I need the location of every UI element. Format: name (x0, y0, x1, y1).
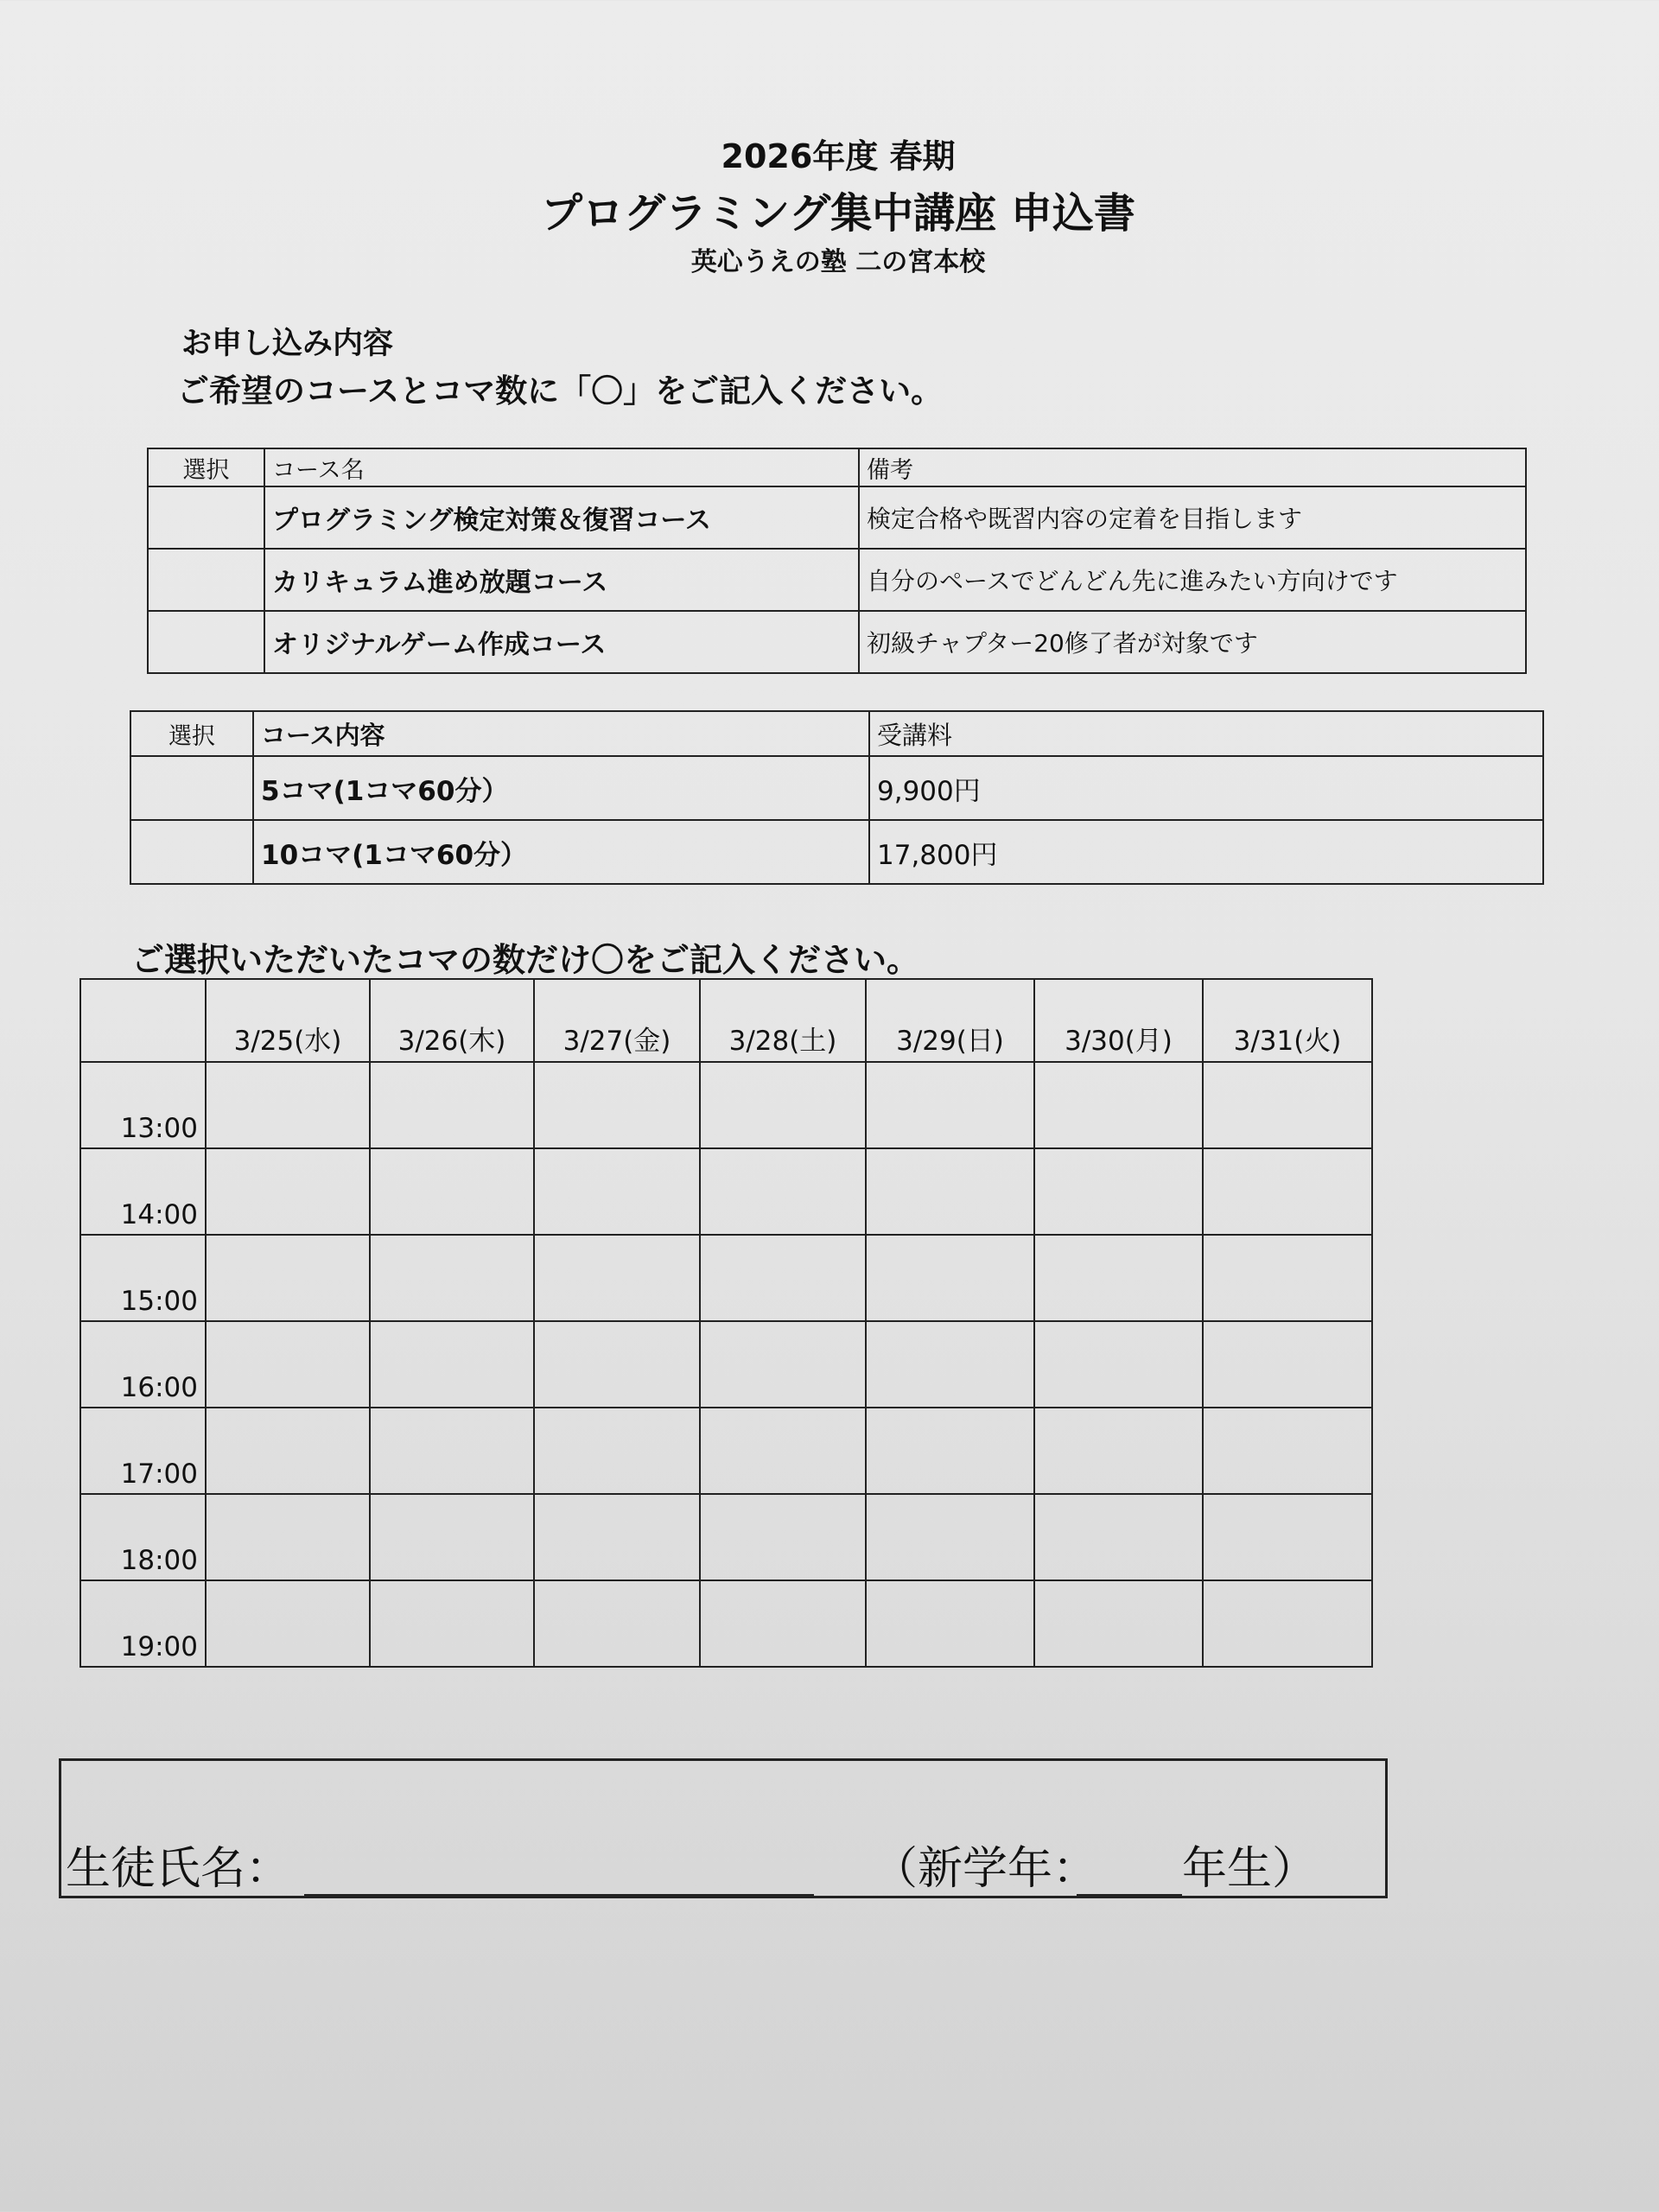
course-table-header (148, 448, 1526, 486)
slot-cell[interactable] (700, 1408, 866, 1494)
slot-cell[interactable] (534, 1408, 700, 1494)
slot-cell[interactable] (1203, 1494, 1372, 1580)
day-header: 3/26(木) (370, 979, 534, 1062)
slot-cell[interactable] (866, 1235, 1034, 1321)
fee-table (130, 710, 1544, 885)
schedule-header-row (80, 979, 1372, 1062)
slot-cell[interactable] (700, 1494, 866, 1580)
course-name-header: コース名 (264, 448, 859, 486)
day-header: 3/30(月) (1034, 979, 1203, 1062)
slot-cell[interactable] (206, 1235, 370, 1321)
slot-cell[interactable] (1203, 1580, 1372, 1667)
slot-cell[interactable] (370, 1580, 534, 1667)
slot-cell[interactable] (1034, 1148, 1203, 1235)
form-title: プログラミング集中講座 申込書 (541, 189, 1135, 238)
schedule-instruction: ご選択いただいたコマの数だけ〇をご記入ください。 (131, 941, 920, 979)
slot-cell[interactable] (700, 1062, 866, 1148)
slot-cell[interactable] (206, 1580, 370, 1667)
slot-cell[interactable] (1203, 1148, 1372, 1235)
slot-cell[interactable] (534, 1580, 700, 1667)
application-instruction: ご希望のコースとコマ数に「〇」をご記入ください。 (177, 372, 944, 410)
student-name-label: 生徒氏名： (66, 1843, 291, 1895)
time-slot-row (80, 1062, 1372, 1148)
grade-label-open: （新学年： (873, 1843, 1098, 1895)
time-label: 14:00 (80, 1148, 206, 1235)
slot-cell[interactable] (700, 1148, 866, 1235)
day-header: 3/28(土) (700, 979, 866, 1062)
slot-cell[interactable] (370, 1408, 534, 1494)
slot-cell[interactable] (1203, 1062, 1372, 1148)
course-note-header: 備考 (859, 448, 1526, 486)
slot-cell[interactable] (370, 1148, 534, 1235)
time-slot-row (80, 1408, 1372, 1494)
day-header: 3/25(水) (206, 979, 370, 1062)
time-label: 19:00 (80, 1580, 206, 1667)
time-label: 18:00 (80, 1494, 206, 1580)
course-select-cell[interactable] (148, 611, 264, 673)
fee-content-header: コース内容 (253, 711, 869, 756)
schedule-table (79, 978, 1373, 1668)
grade-field[interactable] (1077, 1894, 1182, 1897)
fee-row (130, 756, 1543, 820)
course-name: オリジナルゲーム作成コース (264, 611, 859, 673)
slot-cell[interactable] (534, 1235, 700, 1321)
slot-cell[interactable] (534, 1148, 700, 1235)
course-row (148, 611, 1526, 673)
slot-cell[interactable] (1034, 1494, 1203, 1580)
slot-cell[interactable] (206, 1148, 370, 1235)
time-label: 13:00 (80, 1062, 206, 1148)
time-slot-row (80, 1148, 1372, 1235)
slot-cell[interactable] (866, 1580, 1034, 1667)
time-slot-row (80, 1235, 1372, 1321)
slot-cell[interactable] (534, 1321, 700, 1408)
fee-amount: 9,900円 (869, 756, 1543, 820)
course-table (147, 448, 1527, 674)
fee-table-header (130, 711, 1543, 756)
slot-cell[interactable] (700, 1580, 866, 1667)
slot-cell[interactable] (700, 1235, 866, 1321)
course-select-cell[interactable] (148, 549, 264, 611)
course-note: 自分のペースでどんどん先に進みたい方向けです (859, 549, 1526, 611)
fee-select-cell[interactable] (130, 820, 253, 884)
slot-cell[interactable] (866, 1494, 1034, 1580)
slot-cell[interactable] (1034, 1321, 1203, 1408)
slot-cell[interactable] (866, 1408, 1034, 1494)
slot-cell[interactable] (370, 1062, 534, 1148)
school-name: 英心うえの塾 二の宮本校 (690, 247, 986, 277)
course-name: カリキュラム進め放題コース (264, 549, 859, 611)
schedule-corner-cell (80, 979, 206, 1062)
fee-select-cell[interactable] (130, 756, 253, 820)
course-select-header: 選択 (148, 448, 264, 486)
slot-cell[interactable] (370, 1321, 534, 1408)
course-name: プログラミング検定対策＆復習コース (264, 486, 859, 549)
slot-cell[interactable] (866, 1148, 1034, 1235)
fee-row (130, 820, 1543, 884)
slot-cell[interactable] (206, 1321, 370, 1408)
slot-cell[interactable] (700, 1321, 866, 1408)
slot-cell[interactable] (534, 1494, 700, 1580)
slot-cell[interactable] (534, 1062, 700, 1148)
slot-cell[interactable] (1034, 1408, 1203, 1494)
slot-cell[interactable] (1034, 1235, 1203, 1321)
slot-cell[interactable] (1034, 1062, 1203, 1148)
slot-cell[interactable] (1203, 1235, 1372, 1321)
time-label: 15:00 (80, 1235, 206, 1321)
slot-cell[interactable] (1034, 1580, 1203, 1667)
time-slot-row (80, 1494, 1372, 1580)
slot-cell[interactable] (866, 1321, 1034, 1408)
slot-cell[interactable] (370, 1494, 534, 1580)
course-row (148, 549, 1526, 611)
time-label: 16:00 (80, 1321, 206, 1408)
fee-amount: 17,800円 (869, 820, 1543, 884)
student-name-field[interactable] (304, 1894, 814, 1897)
slot-cell[interactable] (866, 1062, 1034, 1148)
course-select-cell[interactable] (148, 486, 264, 549)
course-note: 検定合格や既習内容の定着を目指します (859, 486, 1526, 549)
time-label: 17:00 (80, 1408, 206, 1494)
fee-select-header: 選択 (130, 711, 253, 756)
course-note: 初級チャプター20修了者が対象です (859, 611, 1526, 673)
slot-cell[interactable] (206, 1494, 370, 1580)
fee-amount-header: 受講料 (869, 711, 1543, 756)
time-slot-row (80, 1580, 1372, 1667)
application-heading: お申し込み内容 (181, 327, 394, 361)
day-header: 3/29(日) (866, 979, 1034, 1062)
course-row (148, 486, 1526, 549)
fee-content: 10コマ(1コマ60分） (253, 820, 869, 884)
slot-cell[interactable] (1203, 1408, 1372, 1494)
slot-cell[interactable] (1203, 1321, 1372, 1408)
slot-cell[interactable] (206, 1062, 370, 1148)
slot-cell[interactable] (370, 1235, 534, 1321)
slot-cell[interactable] (206, 1408, 370, 1494)
day-header: 3/27(金) (534, 979, 700, 1062)
time-slot-row (80, 1321, 1372, 1408)
day-header: 3/31(火) (1203, 979, 1372, 1062)
fee-content: 5コマ(1コマ60分） (253, 756, 869, 820)
form-year-term: 2026年度 春期 (721, 137, 956, 175)
grade-label-close: 年生） (1182, 1843, 1318, 1895)
